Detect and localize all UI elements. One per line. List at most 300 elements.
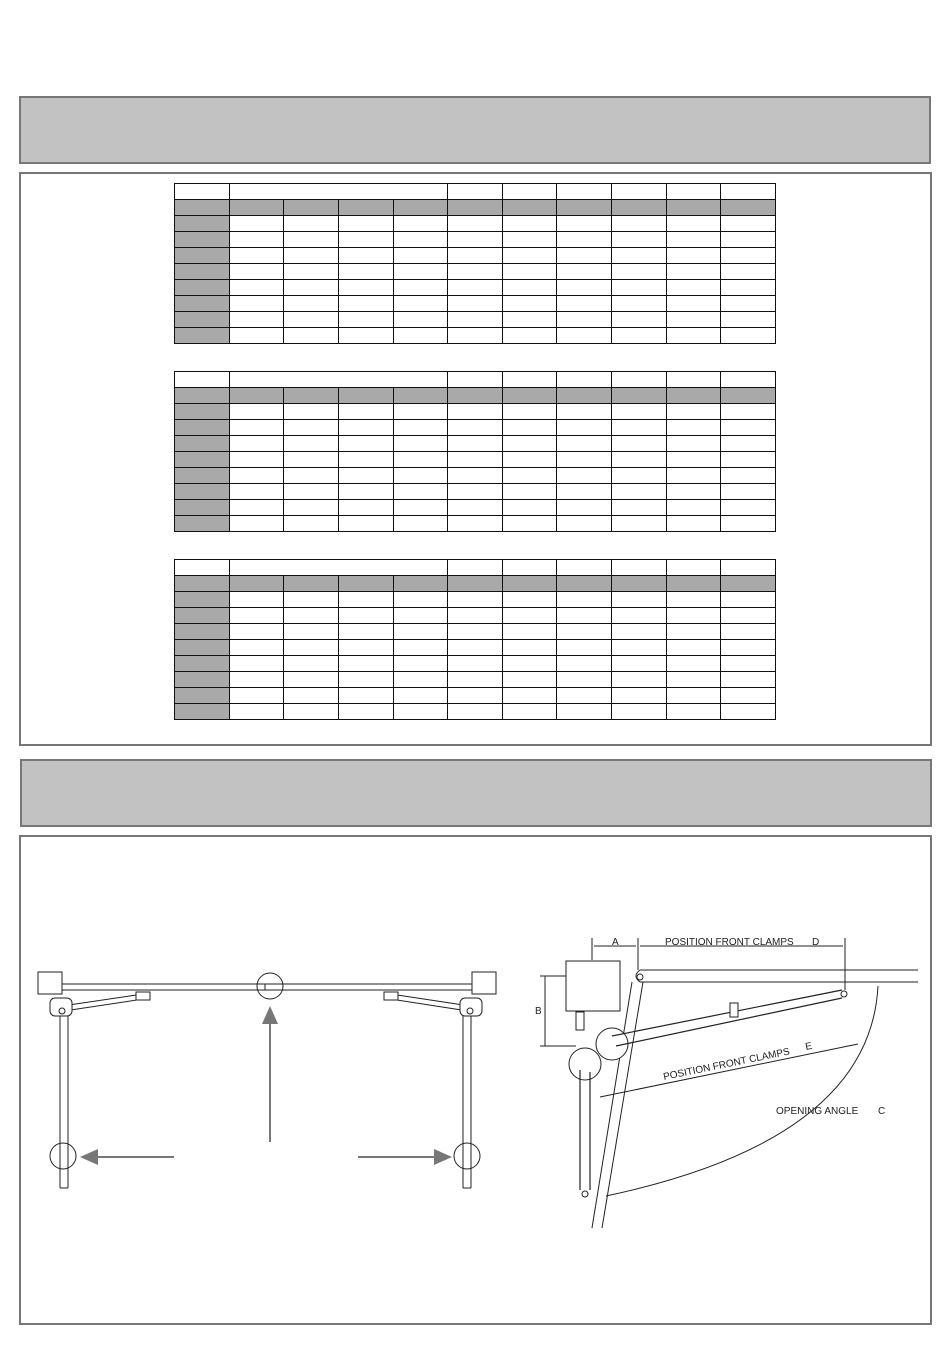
- table-cell: [502, 216, 557, 232]
- table-cell: [666, 484, 721, 500]
- table-cell: [666, 436, 721, 452]
- table-cell: [338, 328, 393, 344]
- table-cell: [502, 452, 557, 468]
- table-row: [175, 484, 776, 500]
- table-cell: [612, 312, 667, 328]
- group-header-cell: [229, 184, 448, 200]
- table-cell: [557, 624, 612, 640]
- table-cell: [338, 420, 393, 436]
- table-cell: [666, 312, 721, 328]
- table-cell: [338, 452, 393, 468]
- table-cell: [284, 672, 339, 688]
- table-head-row: [175, 560, 776, 576]
- table-cell: [502, 280, 557, 296]
- table-cell: [557, 640, 612, 656]
- table-cell: [338, 608, 393, 624]
- table-cell: [666, 500, 721, 516]
- label-b: B: [535, 1006, 542, 1017]
- table-cell: [502, 264, 557, 280]
- table-cell: [393, 688, 448, 704]
- table-cell: [666, 216, 721, 232]
- table-cell: [393, 656, 448, 672]
- table-cell: [502, 640, 557, 656]
- spec-table-3: [174, 559, 776, 720]
- table-cell: [393, 280, 448, 296]
- corner-cell: [175, 560, 230, 576]
- table-row: [175, 592, 776, 608]
- table-cell: [557, 468, 612, 484]
- table-cell: [721, 296, 776, 312]
- installation-panel: [19, 835, 932, 1325]
- table-cell: [284, 468, 339, 484]
- table-cell: [338, 500, 393, 516]
- table-row: [175, 704, 776, 720]
- table-cell: [612, 468, 667, 484]
- table-cell: [338, 280, 393, 296]
- table-cell: [229, 516, 284, 532]
- table-cell: [721, 264, 776, 280]
- table-cell: [612, 704, 667, 720]
- table-cell: [666, 328, 721, 344]
- table-cell: [721, 232, 776, 248]
- table-row: [175, 216, 776, 232]
- table-cell: [229, 592, 284, 608]
- table-cell: [612, 592, 667, 608]
- table-cell: [393, 296, 448, 312]
- row-label-cell: [175, 436, 230, 452]
- table-cell: [338, 264, 393, 280]
- table-cell: [393, 624, 448, 640]
- row-label-cell: [175, 484, 230, 500]
- table-row: [175, 436, 776, 452]
- table-cell: [393, 264, 448, 280]
- table-cell: [612, 624, 667, 640]
- table-cell: [448, 312, 503, 328]
- table-cell: [229, 420, 284, 436]
- table-cell: [557, 296, 612, 312]
- table-cell: [393, 404, 448, 420]
- table-row: [175, 640, 776, 656]
- table-cell: [229, 704, 284, 720]
- table-cell: [557, 608, 612, 624]
- table-cell: [666, 280, 721, 296]
- table-cell: [612, 264, 667, 280]
- table-cell: [338, 592, 393, 608]
- spec-table-2: [174, 371, 776, 532]
- table-cell: [721, 436, 776, 452]
- table-cell: [338, 624, 393, 640]
- table-row: [175, 608, 776, 624]
- table-cell: [502, 248, 557, 264]
- table-cell: [229, 624, 284, 640]
- table-cell: [502, 624, 557, 640]
- table-subheader-row: [175, 576, 776, 592]
- table-cell: [284, 328, 339, 344]
- table-cell: [666, 688, 721, 704]
- row-label-cell: [175, 608, 230, 624]
- row-label-cell: [175, 624, 230, 640]
- table-cell: [284, 688, 339, 704]
- row-label-cell: [175, 468, 230, 484]
- table-cell: [666, 672, 721, 688]
- table-cell: [338, 704, 393, 720]
- table-cell: [612, 216, 667, 232]
- table-cell: [666, 452, 721, 468]
- row-label-cell: [175, 280, 230, 296]
- table-cell: [612, 484, 667, 500]
- table-cell: [557, 232, 612, 248]
- table-cell: [229, 232, 284, 248]
- table-cell: [338, 216, 393, 232]
- table-cell: [612, 296, 667, 312]
- table-cell: [666, 296, 721, 312]
- section-header-specifications: [19, 96, 931, 164]
- table-row: [175, 264, 776, 280]
- row-label-cell: [175, 232, 230, 248]
- table-cell: [721, 452, 776, 468]
- table-cell: [612, 248, 667, 264]
- table-cell: [721, 516, 776, 532]
- table-cell: [448, 264, 503, 280]
- table-cell: [612, 404, 667, 420]
- table-cell: [448, 404, 503, 420]
- table-cell: [557, 280, 612, 296]
- table-cell: [612, 452, 667, 468]
- label-c: C: [878, 1106, 886, 1117]
- label-position-front-clamps-top: POSITION FRONT CLAMPS: [665, 937, 794, 948]
- row-label-cell: [175, 296, 230, 312]
- table-cell: [448, 420, 503, 436]
- table-cell: [666, 592, 721, 608]
- table-cell: [284, 280, 339, 296]
- table-cell: [393, 640, 448, 656]
- table-cell: [502, 296, 557, 312]
- table-cell: [721, 704, 776, 720]
- table-head-row: [175, 184, 776, 200]
- table-cell: [612, 672, 667, 688]
- table-cell: [502, 516, 557, 532]
- table-cell: [612, 500, 667, 516]
- table-cell: [502, 704, 557, 720]
- group-header-cell: [229, 372, 448, 388]
- table-cell: [229, 640, 284, 656]
- table-cell: [666, 264, 721, 280]
- table-cell: [502, 232, 557, 248]
- table-cell: [229, 248, 284, 264]
- table-cell: [448, 436, 503, 452]
- table-cell: [502, 328, 557, 344]
- table-row: [175, 248, 776, 264]
- table-cell: [502, 500, 557, 516]
- table-cell: [666, 516, 721, 532]
- table-cell: [557, 420, 612, 436]
- table-cell: [448, 452, 503, 468]
- table-cell: [448, 516, 503, 532]
- table-cell: [284, 656, 339, 672]
- table-cell: [557, 672, 612, 688]
- table-cell: [721, 248, 776, 264]
- table-cell: [229, 312, 284, 328]
- table-cell: [229, 264, 284, 280]
- table-cell: [284, 452, 339, 468]
- table-cell: [666, 468, 721, 484]
- table-row: [175, 468, 776, 484]
- label-position-front-clamps-diag: POSITION FRONT CLAMPS: [662, 1046, 791, 1083]
- row-label-cell: [175, 500, 230, 516]
- row-label-cell: [175, 672, 230, 688]
- table-cell: [502, 404, 557, 420]
- table-cell: [229, 500, 284, 516]
- table-cell: [721, 672, 776, 688]
- row-label-cell: [175, 656, 230, 672]
- table-cell: [721, 404, 776, 420]
- table-cell: [502, 468, 557, 484]
- table-cell: [229, 296, 284, 312]
- table-cell: [721, 328, 776, 344]
- table-cell: [557, 484, 612, 500]
- table-cell: [393, 312, 448, 328]
- table-cell: [557, 592, 612, 608]
- table-cell: [338, 232, 393, 248]
- table-cell: [612, 688, 667, 704]
- table-cell: [284, 608, 339, 624]
- table-cell: [448, 280, 503, 296]
- table-cell: [284, 500, 339, 516]
- table-row: [175, 624, 776, 640]
- table-cell: [284, 404, 339, 420]
- row-label-cell: [175, 704, 230, 720]
- table-cell: [284, 592, 339, 608]
- table-cell: [612, 232, 667, 248]
- table-cell: [448, 656, 503, 672]
- table-cell: [666, 608, 721, 624]
- section-header-installation: [20, 759, 932, 827]
- table-cell: [666, 404, 721, 420]
- table-cell: [557, 312, 612, 328]
- table-cell: [338, 484, 393, 500]
- table-cell: [557, 688, 612, 704]
- table-cell: [284, 704, 339, 720]
- table-cell: [721, 216, 776, 232]
- table-cell: [229, 468, 284, 484]
- table-cell: [557, 216, 612, 232]
- table-cell: [393, 608, 448, 624]
- table-cell: [284, 248, 339, 264]
- table-cell: [612, 516, 667, 532]
- table-row: [175, 516, 776, 532]
- table-cell: [284, 484, 339, 500]
- row-label-cell: [175, 452, 230, 468]
- row-label-cell: [175, 312, 230, 328]
- table-cell: [557, 500, 612, 516]
- table-cell: [393, 248, 448, 264]
- table-cell: [502, 592, 557, 608]
- table-cell: [448, 672, 503, 688]
- table-cell: [612, 280, 667, 296]
- table-cell: [448, 500, 503, 516]
- table-cell: [721, 640, 776, 656]
- table-cell: [666, 624, 721, 640]
- corner-cell: [175, 184, 230, 200]
- table-cell: [229, 216, 284, 232]
- row-label-cell: [175, 688, 230, 704]
- table-cell: [393, 420, 448, 436]
- table-cell: [284, 624, 339, 640]
- table-cell: [338, 436, 393, 452]
- table-cell: [666, 640, 721, 656]
- table-cell: [557, 516, 612, 532]
- table-row: [175, 672, 776, 688]
- table-cell: [284, 232, 339, 248]
- table-cell: [721, 484, 776, 500]
- row-label-cell: [175, 404, 230, 420]
- table-cell: [612, 436, 667, 452]
- table-row: [175, 328, 776, 344]
- table-cell: [502, 436, 557, 452]
- table-cell: [338, 656, 393, 672]
- table-cell: [502, 484, 557, 500]
- table-cell: [338, 468, 393, 484]
- table-cell: [229, 328, 284, 344]
- table-cell: [393, 484, 448, 500]
- table-row: [175, 232, 776, 248]
- table-cell: [721, 468, 776, 484]
- table-cell: [721, 688, 776, 704]
- table-cell: [338, 516, 393, 532]
- table-cell: [338, 640, 393, 656]
- table-subheader-row: [175, 388, 776, 404]
- table-cell: [666, 656, 721, 672]
- table-cell: [229, 672, 284, 688]
- table-row: [175, 280, 776, 296]
- table-cell: [666, 232, 721, 248]
- table-subheader-row: [175, 200, 776, 216]
- table-cell: [502, 672, 557, 688]
- table-cell: [393, 500, 448, 516]
- table-cell: [338, 688, 393, 704]
- table-head-row: [175, 372, 776, 388]
- table-cell: [393, 452, 448, 468]
- table-cell: [338, 248, 393, 264]
- table-cell: [448, 640, 503, 656]
- table-cell: [721, 656, 776, 672]
- table-cell: [393, 592, 448, 608]
- table-cell: [721, 608, 776, 624]
- table-cell: [284, 216, 339, 232]
- table-cell: [338, 672, 393, 688]
- table-cell: [338, 404, 393, 420]
- table-cell: [612, 328, 667, 344]
- table-row: [175, 656, 776, 672]
- table-cell: [284, 264, 339, 280]
- table-cell: [284, 420, 339, 436]
- table-cell: [393, 704, 448, 720]
- table-cell: [448, 592, 503, 608]
- table-cell: [448, 624, 503, 640]
- table-cell: [448, 468, 503, 484]
- table-cell: [229, 404, 284, 420]
- table-cell: [229, 436, 284, 452]
- row-label-cell: [175, 420, 230, 436]
- table-cell: [502, 608, 557, 624]
- table-cell: [393, 516, 448, 532]
- table-cell: [229, 608, 284, 624]
- corner-cell: [175, 372, 230, 388]
- table-cell: [393, 468, 448, 484]
- table-cell: [612, 656, 667, 672]
- spec-table-1: [174, 183, 776, 344]
- table-cell: [393, 436, 448, 452]
- row-label-cell: [175, 248, 230, 264]
- label-a: A: [612, 937, 619, 948]
- table-cell: [229, 656, 284, 672]
- label-d: D: [812, 937, 820, 948]
- table-cell: [229, 452, 284, 468]
- table-cell: [612, 608, 667, 624]
- table-cell: [448, 688, 503, 704]
- table-cell: [557, 264, 612, 280]
- table-row: [175, 688, 776, 704]
- row-label-cell: [175, 216, 230, 232]
- table-cell: [666, 248, 721, 264]
- table-row: [175, 452, 776, 468]
- table-cell: [612, 640, 667, 656]
- table-cell: [502, 656, 557, 672]
- table-cell: [284, 436, 339, 452]
- table-row: [175, 420, 776, 436]
- table-cell: [393, 672, 448, 688]
- table-cell: [612, 420, 667, 436]
- row-label-cell: [175, 640, 230, 656]
- row-label-cell: [175, 592, 230, 608]
- row-label-cell: [175, 264, 230, 280]
- table-cell: [502, 312, 557, 328]
- table-cell: [393, 216, 448, 232]
- table-cell: [502, 420, 557, 436]
- table-row: [175, 296, 776, 312]
- table-row: [175, 404, 776, 420]
- table-cell: [557, 704, 612, 720]
- table-cell: [229, 280, 284, 296]
- table-cell: [721, 312, 776, 328]
- table-cell: [721, 592, 776, 608]
- table-cell: [557, 404, 612, 420]
- label-e: E: [804, 1040, 814, 1053]
- table-cell: [338, 296, 393, 312]
- table-cell: [338, 312, 393, 328]
- table-cell: [502, 688, 557, 704]
- table-row: [175, 500, 776, 516]
- table-cell: [721, 500, 776, 516]
- table-cell: [448, 296, 503, 312]
- table-cell: [666, 420, 721, 436]
- group-header-cell: [229, 560, 448, 576]
- table-cell: [284, 516, 339, 532]
- table-cell: [448, 608, 503, 624]
- table-cell: [448, 216, 503, 232]
- row-label-cell: [175, 516, 230, 532]
- table-cell: [284, 312, 339, 328]
- table-cell: [448, 484, 503, 500]
- table-cell: [393, 232, 448, 248]
- table-cell: [448, 328, 503, 344]
- label-opening-angle: OPENING ANGLE: [776, 1106, 859, 1117]
- table-cell: [721, 280, 776, 296]
- table-cell: [721, 624, 776, 640]
- table-cell: [557, 328, 612, 344]
- table-cell: [557, 436, 612, 452]
- table-cell: [284, 296, 339, 312]
